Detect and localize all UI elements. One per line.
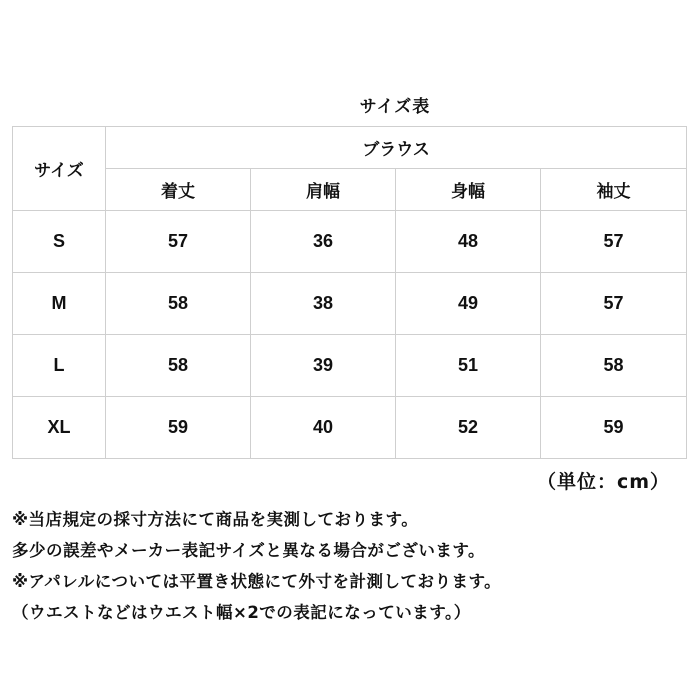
size-table <box>12 126 687 459</box>
note-line: （ウエストなどはウエスト幅×2での表記になっています。） <box>12 603 471 622</box>
table-cell: 59 <box>106 397 251 459</box>
column-header-length: 着丈 <box>106 169 251 211</box>
column-header-shoulder: 肩幅 <box>251 169 396 211</box>
table-row <box>13 211 687 273</box>
table-cell: 57 <box>541 273 687 335</box>
group-header-blouse: ブラウス <box>106 127 687 169</box>
note-line: 多少の誤差やメーカー表記サイズと異なる場合がございます。 <box>12 541 486 560</box>
note-line: ※当店規定の採寸方法にて商品を実測しております。 <box>12 510 419 529</box>
size-label: L <box>13 335 106 397</box>
table-row <box>13 335 687 397</box>
table-cell: 40 <box>251 397 396 459</box>
table-cell: 36 <box>251 211 396 273</box>
column-header-chest: 身幅 <box>396 169 541 211</box>
table-cell: 38 <box>251 273 396 335</box>
table-cell: 58 <box>541 335 687 397</box>
size-label: XL <box>13 397 106 459</box>
size-label: M <box>13 273 106 335</box>
table-cell: 58 <box>106 273 251 335</box>
table-row <box>13 273 687 335</box>
table-cell: 59 <box>541 397 687 459</box>
column-header-sleeve: 袖丈 <box>541 169 687 211</box>
table-cell: 57 <box>106 211 251 273</box>
size-label: S <box>13 211 106 273</box>
table-cell: 48 <box>396 211 541 273</box>
table-cell: 39 <box>251 335 396 397</box>
unit-label: （単位：cm） <box>536 471 670 493</box>
note-line: ※アパレルについては平置き状態にて外寸を計測しております。 <box>12 572 502 591</box>
table-cell: 52 <box>396 397 541 459</box>
page-title: サイズ表 <box>359 97 431 117</box>
row-header-size: サイズ <box>13 127 106 211</box>
table-cell: 58 <box>106 335 251 397</box>
table-row <box>13 397 687 459</box>
notes <box>12 504 692 628</box>
table-cell: 57 <box>541 211 687 273</box>
table-cell: 49 <box>396 273 541 335</box>
table-cell: 51 <box>396 335 541 397</box>
